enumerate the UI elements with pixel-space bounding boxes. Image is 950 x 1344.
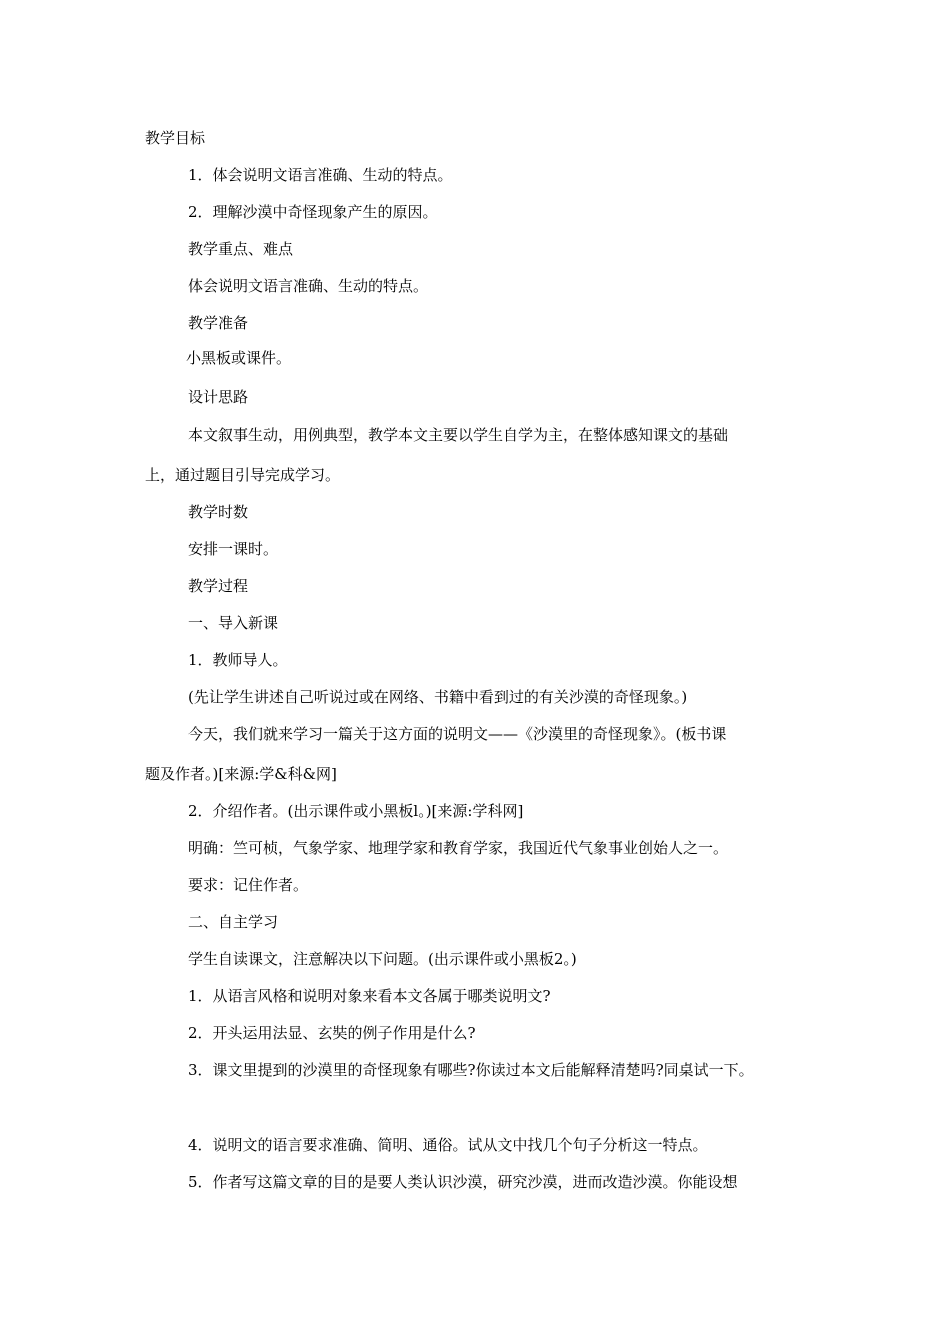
intro-item-1: 1．教师导人。 — [188, 651, 288, 669]
section-self-study: 二、自主学习 — [188, 913, 279, 931]
design-idea-text-line-1: 本文叙事生动，用例典型，教学本文主要以学生自学为主，在整体感知课文的基础 — [188, 426, 729, 444]
question-1: 1．从语言风格和说明对象来看本文各属于哪类说明文? — [188, 987, 551, 1005]
question-3: 3．课文里提到的沙漠里的奇怪现象有哪些?你读过本文后能解释清楚吗?同桌试一下。 — [188, 1061, 754, 1079]
preparation-text: 小黑板或课件。 — [186, 349, 292, 367]
self-study-intro: 学生自读课文，注意解决以下问题。(出示课件或小黑板2。) — [188, 950, 577, 968]
goal-item-2: 2．理解沙漠中奇怪现象产生的原因。 — [188, 203, 438, 221]
heading-class-hours: 教学时数 — [188, 503, 249, 521]
question-4: 4．说明文的语言要求准确、简明、通俗。试从文中找几个句子分析这一特点。 — [188, 1136, 708, 1154]
intro-note: (先让学生讲述自己听说过或在网络、书籍中看到过的有关沙漠的奇怪现象。) — [188, 688, 688, 706]
goal-item-1: 1．体会说明文语言准确、生动的特点。 — [188, 166, 453, 184]
heading-key-points: 教学重点、难点 — [188, 240, 294, 258]
key-points-text: 体会说明文语言准确、生动的特点。 — [188, 277, 429, 295]
author-requirement: 要求：记住作者。 — [188, 876, 309, 894]
question-5: 5．作者写这篇文章的目的是要人类认识沙漠，研究沙漠，进而改造沙漠。你能设想 — [188, 1173, 738, 1191]
section-intro: 一、导入新课 — [188, 614, 279, 632]
heading-design-idea: 设计思路 — [188, 388, 249, 406]
heading-preparation: 教学准备 — [188, 314, 249, 332]
intro-today-line-2: 题及作者。)[来源:学&科&网] — [145, 765, 337, 783]
design-idea-text-line-2: 上，通过题目引导完成学习。 — [145, 466, 341, 484]
question-2: 2．开头运用法显、玄奘的例子作用是什么? — [188, 1024, 476, 1042]
intro-today-line-1: 今天，我们就来学习一篇关于这方面的说明文——《沙漠里的奇怪现象》。(板书课 — [188, 725, 727, 743]
author-clarification: 明确：竺可桢，气象学家、地理学家和教育学家，我国近代气象事业创始人之一。 — [188, 839, 729, 857]
heading-teaching-goals: 教学目标 — [145, 129, 206, 147]
heading-teaching-process: 教学过程 — [188, 577, 249, 595]
class-hours-text: 安排一课时。 — [188, 540, 279, 558]
intro-item-2: 2．介绍作者。(出示课件或小黑板l。)[来源:学科网] — [188, 802, 524, 820]
